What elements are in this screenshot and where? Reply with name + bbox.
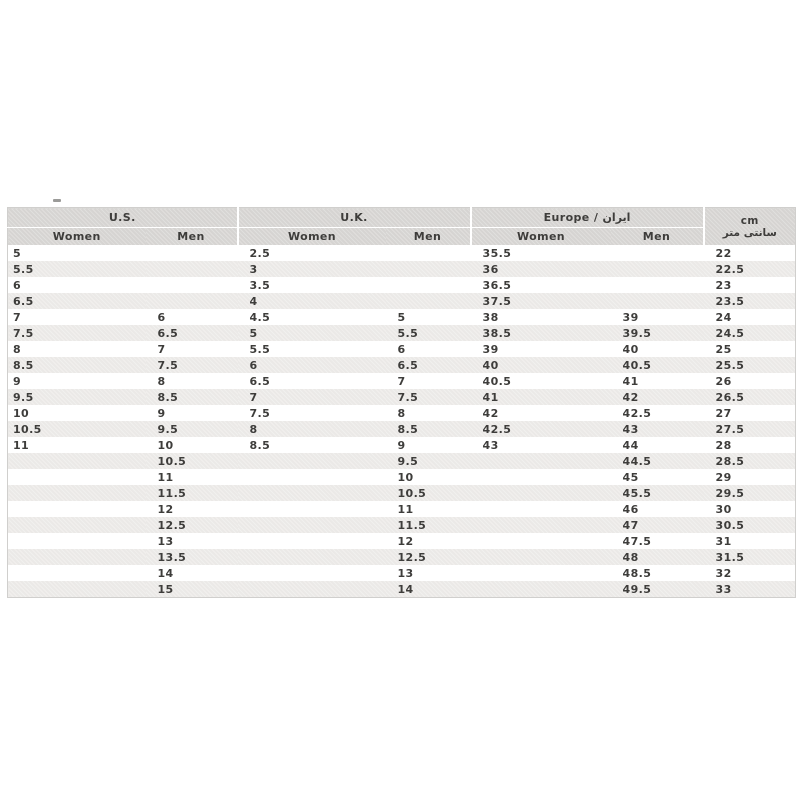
cell-us-men: 11 (146, 469, 238, 485)
cell-uk-men: 6.5 (386, 357, 471, 373)
cell-cm: 22.5 (704, 261, 796, 277)
section-header-cm (704, 208, 796, 246)
cell-uk-men: 12 (386, 533, 471, 549)
cell-us-women (8, 581, 146, 598)
cell-us-women: 6.5 (8, 293, 146, 309)
cell-us-women: 7 (8, 309, 146, 325)
cell-europe-women: 37.5 (471, 293, 611, 309)
cell-europe-men: 47.5 (611, 533, 704, 549)
table-header (8, 208, 796, 246)
cell-us-men: 10 (146, 437, 238, 453)
cell-us-women: 5 (8, 245, 146, 261)
cell-europe-men: 48 (611, 549, 704, 565)
cell-europe-men: 45 (611, 469, 704, 485)
cell-uk-men: 12.5 (386, 549, 471, 565)
table-body (8, 245, 796, 598)
cell-us-men: 6 (146, 309, 238, 325)
cell-europe-men: 39 (611, 309, 704, 325)
cell-uk-women (238, 533, 386, 549)
table-row (8, 437, 796, 453)
cell-europe-men: 45.5 (611, 485, 704, 501)
cell-uk-men: 8.5 (386, 421, 471, 437)
cell-uk-women (238, 469, 386, 485)
cell-europe-women: 40 (471, 357, 611, 373)
cell-europe-women: 42 (471, 405, 611, 421)
cell-uk-women: 5 (238, 325, 386, 341)
table-row (8, 485, 796, 501)
table-row (8, 325, 796, 341)
cell-us-women (8, 485, 146, 501)
cell-uk-men: 13 (386, 565, 471, 581)
cell-europe-women (471, 453, 611, 469)
cell-us-men (146, 261, 238, 277)
cell-us-women: 8.5 (8, 357, 146, 373)
cell-uk-men: 6 (386, 341, 471, 357)
table-row (8, 469, 796, 485)
cell-europe-men: 49.5 (611, 581, 704, 598)
cell-europe-men: 44.5 (611, 453, 704, 469)
cell-uk-women (238, 565, 386, 581)
cell-europe-men: 42.5 (611, 405, 704, 421)
table-row (8, 341, 796, 357)
cell-us-women: 10.5 (8, 421, 146, 437)
cell-cm: 27 (704, 405, 796, 421)
cell-cm: 25 (704, 341, 796, 357)
cell-us-men: 7 (146, 341, 238, 357)
table-row (8, 357, 796, 373)
table-row (8, 389, 796, 405)
cell-europe-women: 41 (471, 389, 611, 405)
cell-uk-men (386, 293, 471, 309)
section-header-us: U.S. (8, 208, 238, 228)
cell-europe-women: 38 (471, 309, 611, 325)
cell-europe-women: 38.5 (471, 325, 611, 341)
cell-uk-men: 9 (386, 437, 471, 453)
cell-uk-women: 5.5 (238, 341, 386, 357)
cell-uk-men (386, 261, 471, 277)
cell-us-men: 12.5 (146, 517, 238, 533)
cell-uk-men: 8 (386, 405, 471, 421)
cell-europe-women: 43 (471, 437, 611, 453)
cell-europe-women (471, 581, 611, 598)
subheader-row (8, 228, 796, 246)
cell-uk-women (238, 485, 386, 501)
cell-cm: 23.5 (704, 293, 796, 309)
cell-cm: 24.5 (704, 325, 796, 341)
cell-us-men: 8 (146, 373, 238, 389)
cell-uk-women (238, 453, 386, 469)
cell-uk-women: 8 (238, 421, 386, 437)
section-header-europe-iran: Europe / ایران (471, 208, 704, 228)
cell-cm: 30 (704, 501, 796, 517)
cell-europe-men: 39.5 (611, 325, 704, 341)
cell-us-men: 11.5 (146, 485, 238, 501)
cell-europe-men: 42 (611, 389, 704, 405)
table-row (8, 373, 796, 389)
cell-uk-women: 8.5 (238, 437, 386, 453)
table-row (8, 309, 796, 325)
cell-us-women: 5.5 (8, 261, 146, 277)
cell-cm: 22 (704, 245, 796, 261)
cell-uk-women: 7 (238, 389, 386, 405)
cell-us-women: 9 (8, 373, 146, 389)
subheader-us-men: Men (146, 228, 238, 246)
cell-uk-men: 5.5 (386, 325, 471, 341)
cell-us-men (146, 293, 238, 309)
subheader-us-women: Women (8, 228, 146, 246)
table-row (8, 533, 796, 549)
cell-uk-men: 7.5 (386, 389, 471, 405)
cell-uk-women: 6 (238, 357, 386, 373)
cell-us-men (146, 277, 238, 293)
cell-us-women: 8 (8, 341, 146, 357)
cell-cm: 32 (704, 565, 796, 581)
cell-europe-women (471, 501, 611, 517)
cell-uk-women: 4.5 (238, 309, 386, 325)
cell-europe-men: 40 (611, 341, 704, 357)
cell-cm: 29.5 (704, 485, 796, 501)
cell-europe-men: 44 (611, 437, 704, 453)
table-row (8, 293, 796, 309)
cell-europe-women: 36.5 (471, 277, 611, 293)
cell-us-women: 7.5 (8, 325, 146, 341)
cell-cm: 24 (704, 309, 796, 325)
cell-us-men: 10.5 (146, 453, 238, 469)
cell-uk-women: 2.5 (238, 245, 386, 261)
cell-europe-men (611, 245, 704, 261)
cell-us-women: 6 (8, 277, 146, 293)
cell-uk-men: 14 (386, 581, 471, 598)
cell-cm: 28.5 (704, 453, 796, 469)
cell-uk-men: 11 (386, 501, 471, 517)
cell-us-women (8, 549, 146, 565)
cell-cm: 28 (704, 437, 796, 453)
cell-europe-women (471, 485, 611, 501)
cell-us-men: 15 (146, 581, 238, 598)
cell-europe-men: 47 (611, 517, 704, 533)
cell-europe-women: 42.5 (471, 421, 611, 437)
cell-uk-women (238, 501, 386, 517)
table-row (8, 277, 796, 293)
cell-uk-women: 7.5 (238, 405, 386, 421)
cell-cm: 29 (704, 469, 796, 485)
cell-us-women: 9.5 (8, 389, 146, 405)
cell-cm: 26.5 (704, 389, 796, 405)
cell-cm: 25.5 (704, 357, 796, 373)
cell-us-men: 9 (146, 405, 238, 421)
subheader-uk-men: Men (386, 228, 471, 246)
table-row (8, 501, 796, 517)
subheader-europe-men: Men (611, 228, 704, 246)
cell-europe-men (611, 277, 704, 293)
cell-uk-women (238, 517, 386, 533)
cell-europe-women (471, 469, 611, 485)
table-row (8, 261, 796, 277)
table-row (8, 581, 796, 598)
cell-uk-men: 5 (386, 309, 471, 325)
cell-us-men: 13.5 (146, 549, 238, 565)
cell-europe-women: 36 (471, 261, 611, 277)
cell-europe-men: 48.5 (611, 565, 704, 581)
table-row (8, 405, 796, 421)
cell-uk-women: 6.5 (238, 373, 386, 389)
cell-us-men (146, 245, 238, 261)
cell-uk-men: 7 (386, 373, 471, 389)
cell-europe-women (471, 565, 611, 581)
cell-uk-men: 9.5 (386, 453, 471, 469)
subheader-europe-women: Women (471, 228, 611, 246)
cell-us-women (8, 453, 146, 469)
cell-uk-women: 3 (238, 261, 386, 277)
cell-europe-men: 41 (611, 373, 704, 389)
cell-uk-women (238, 581, 386, 598)
cell-uk-men (386, 277, 471, 293)
table-row (8, 245, 796, 261)
cm-label-farsi: سانتی متر (722, 226, 777, 239)
cell-cm: 33 (704, 581, 796, 598)
cell-europe-men: 46 (611, 501, 704, 517)
cell-europe-women (471, 533, 611, 549)
table-row (8, 421, 796, 437)
table-row (8, 549, 796, 565)
cell-cm: 30.5 (704, 517, 796, 533)
cell-us-women (8, 501, 146, 517)
cell-us-women (8, 517, 146, 533)
cell-us-women (8, 533, 146, 549)
cell-europe-men (611, 261, 704, 277)
cell-us-men: 6.5 (146, 325, 238, 341)
cell-europe-men: 43 (611, 421, 704, 437)
table-row (8, 517, 796, 533)
cell-cm: 31 (704, 533, 796, 549)
cell-uk-men: 10.5 (386, 485, 471, 501)
cell-us-women (8, 469, 146, 485)
cell-europe-women: 40.5 (471, 373, 611, 389)
cell-us-women: 10 (8, 405, 146, 421)
cell-europe-women: 35.5 (471, 245, 611, 261)
cell-us-women (8, 565, 146, 581)
cell-uk-women (238, 549, 386, 565)
cell-uk-men: 11.5 (386, 517, 471, 533)
cell-uk-women: 4 (238, 293, 386, 309)
table-row (8, 565, 796, 581)
cell-uk-men (386, 245, 471, 261)
cell-us-men: 13 (146, 533, 238, 549)
cell-us-men: 9.5 (146, 421, 238, 437)
cell-us-men: 8.5 (146, 389, 238, 405)
cm-label: cm (740, 214, 759, 227)
cell-europe-women (471, 517, 611, 533)
cell-cm: 26 (704, 373, 796, 389)
cell-cm: 27.5 (704, 421, 796, 437)
cell-us-men: 7.5 (146, 357, 238, 373)
cell-cm: 31.5 (704, 549, 796, 565)
cell-us-men: 12 (146, 501, 238, 517)
cell-us-men: 14 (146, 565, 238, 581)
cell-cm: 23 (704, 277, 796, 293)
cell-us-women: 11 (8, 437, 146, 453)
section-header-uk: U.K. (238, 208, 471, 228)
cell-europe-women (471, 549, 611, 565)
section-header-row (8, 208, 796, 228)
cell-uk-women: 3.5 (238, 277, 386, 293)
cell-uk-men: 10 (386, 469, 471, 485)
cell-europe-men: 40.5 (611, 357, 704, 373)
cell-europe-women: 39 (471, 341, 611, 357)
table-row (8, 453, 796, 469)
stray-dash-artifact (53, 199, 61, 202)
shoe-size-conversion-table (7, 207, 796, 598)
cell-europe-men (611, 293, 704, 309)
subheader-uk-women: Women (238, 228, 386, 246)
